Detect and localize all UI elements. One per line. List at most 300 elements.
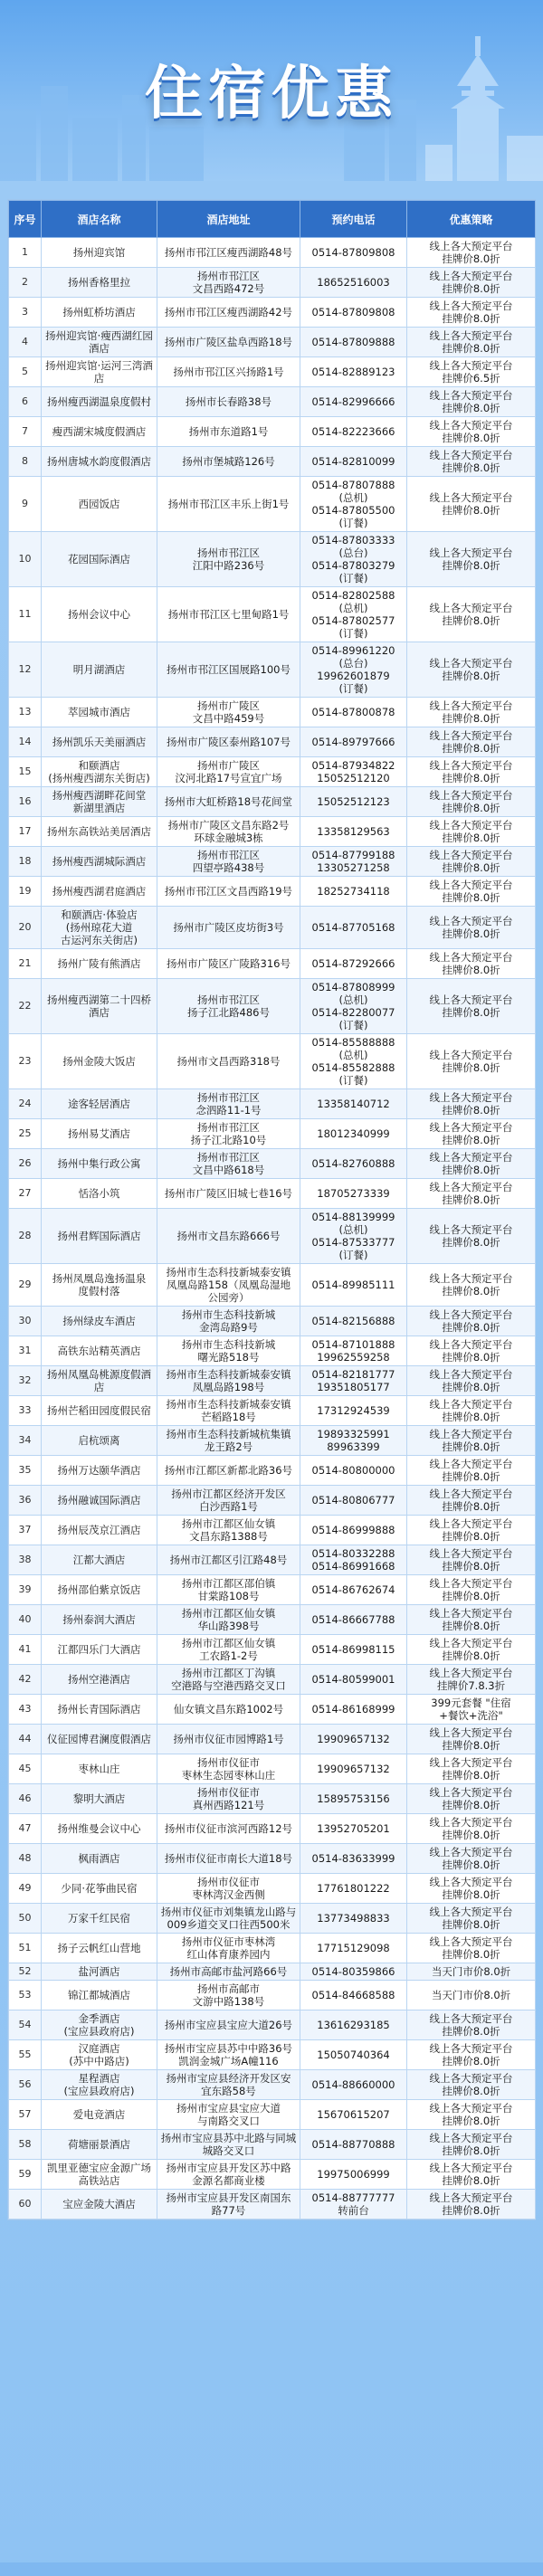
discount-policy: 线上各大预定平台 挂牌价8.0折 xyxy=(407,2100,536,2130)
booking-phone: 0514-86667788 xyxy=(300,1605,407,1635)
discount-policy: 线上各大预定平台 挂牌价8.0折 xyxy=(407,1725,536,1754)
discount-policy: 线上各大预定平台 挂牌价8.0折 xyxy=(407,477,536,532)
booking-phone: 17312924539 xyxy=(300,1396,407,1426)
table-row xyxy=(9,1904,536,1934)
hotel-address: 扬州市广陵区文昌东路2号 环球金融城3栋 xyxy=(157,817,300,847)
table-row xyxy=(9,1784,536,1814)
hotel-name: 江都四乐门大酒店 xyxy=(42,1635,157,1665)
table-row xyxy=(9,1844,536,1874)
discount-policy: 线上各大预定平台 挂牌价8.0折 xyxy=(407,817,536,847)
booking-phone: 0514-82996666 xyxy=(300,387,407,417)
hotel-name: 扬州香格里拉 xyxy=(42,268,157,298)
booking-phone: 0514-87809808 xyxy=(300,238,407,268)
table-row xyxy=(9,1366,536,1396)
hotel-name: 少同·花筝曲民宿 xyxy=(42,1874,157,1904)
table-row xyxy=(9,298,536,328)
discount-policy: 线上各大预定平台 挂牌价8.0折 xyxy=(407,1264,536,1307)
hotel-name: 凯里亚德宝应金源广场 高铁站店 xyxy=(42,2160,157,2190)
table-row xyxy=(9,1264,536,1307)
hotel-name: 宝应金陵大酒店 xyxy=(42,2190,157,2220)
table-row xyxy=(9,2010,536,2040)
table-row xyxy=(9,1426,536,1456)
discount-policy: 线上各大预定平台 挂牌价8.0折 xyxy=(407,1456,536,1486)
row-index: 20 xyxy=(9,907,42,949)
discount-policy: 线上各大预定平台 挂牌价8.0折 xyxy=(407,1209,536,1264)
hotel-name: 扬州凤凰岛桃源度假酒店 xyxy=(42,1366,157,1396)
hotel-address: 扬州市生态科技新城泰安镇 芒稻路18号 xyxy=(157,1396,300,1426)
hotel-address: 扬州市生态科技新城 曙光路518号 xyxy=(157,1336,300,1366)
table-row xyxy=(9,1934,536,1963)
row-index: 13 xyxy=(9,698,42,727)
discount-policy: 线上各大预定平台 挂牌价8.0折 xyxy=(407,979,536,1034)
discount-policy: 线上各大预定平台 挂牌价8.0折 xyxy=(407,1516,536,1545)
booking-phone: 0514-87934822 15052512120 xyxy=(300,757,407,787)
row-index: 16 xyxy=(9,787,42,817)
booking-phone: 0514-82156888 xyxy=(300,1307,407,1336)
footer-band xyxy=(0,2562,543,2576)
discount-policy: 线上各大预定平台 挂牌价8.0折 xyxy=(407,1784,536,1814)
hotel-name: 万家千红民宿 xyxy=(42,1904,157,1934)
table-row xyxy=(9,979,536,1034)
table-row xyxy=(9,1814,536,1844)
discount-policy: 线上各大预定平台 挂牌价6.5折 xyxy=(407,357,536,387)
row-index: 14 xyxy=(9,727,42,757)
row-index: 4 xyxy=(9,328,42,357)
hotel-address: 扬州市广陵区旧城七巷16号 xyxy=(157,1179,300,1209)
discount-policy: 线上各大预定平台 挂牌价8.0折 xyxy=(407,698,536,727)
hotel-name: 恬洛小筑 xyxy=(42,1179,157,1209)
column-header-phone: 预约电话 xyxy=(300,201,407,238)
discount-policy: 399元套餐 "住宿 +餐饮+洗浴" xyxy=(407,1695,536,1725)
hotel-name: 扬州君辉国际酒店 xyxy=(42,1209,157,1264)
hotel-name: 明月湖酒店 xyxy=(42,642,157,698)
column-header-policy: 优惠策略 xyxy=(407,201,536,238)
discount-policy: 线上各大预定平台 挂牌价8.0折 xyxy=(407,238,536,268)
hotel-address: 扬州市广陵区 文昌中路459号 xyxy=(157,698,300,727)
booking-phone: 13358140712 xyxy=(300,1089,407,1119)
discount-policy: 线上各大预定平台 挂牌价8.0折 xyxy=(407,847,536,877)
hotel-address: 扬州市大虹桥路18号花间堂 xyxy=(157,787,300,817)
table-row xyxy=(9,2160,536,2190)
booking-phone: 0514-87800878 xyxy=(300,698,407,727)
hotel-name: 高铁东站精英酒店 xyxy=(42,1336,157,1366)
row-index: 22 xyxy=(9,979,42,1034)
row-index: 29 xyxy=(9,1264,42,1307)
row-index: 53 xyxy=(9,1981,42,2010)
hotel-name: 扬州瘦西湖温泉度假村 xyxy=(42,387,157,417)
table-row xyxy=(9,698,536,727)
hotel-address: 扬州市江都区引江路48号 xyxy=(157,1545,300,1575)
hotel-name: 扬州会议中心 xyxy=(42,587,157,642)
table-row xyxy=(9,1665,536,1695)
hotel-address: 扬州市邗江区国展路100号 xyxy=(157,642,300,698)
table-row xyxy=(9,1456,536,1486)
discount-policy: 线上各大预定平台 挂牌价8.0折 xyxy=(407,1814,536,1844)
hotel-address: 扬州市宝应县苏中中路36号 凯润金城广场A幢116 xyxy=(157,2040,300,2070)
row-index: 57 xyxy=(9,2100,42,2130)
hotel-name: 星程酒店 (宝应县政府店) xyxy=(42,2070,157,2100)
hotel-name: 扬州邵伯紫京饭店 xyxy=(42,1575,157,1605)
discount-policy: 线上各大预定平台 挂牌价8.0折 xyxy=(407,642,536,698)
hotel-address: 扬州市广陵区盐阜西路18号 xyxy=(157,328,300,357)
discount-policy: 线上各大预定平台 挂牌价8.0折 xyxy=(407,328,536,357)
hotel-address: 扬州市仪征市 枣林生态园枣林山庄 xyxy=(157,1754,300,1784)
booking-phone: 0514-80332288 0514-86991668 xyxy=(300,1545,407,1575)
hotel-address: 扬州市仪征市 真州西路121号 xyxy=(157,1784,300,1814)
hotel-name: 扬州长青国际酒店 xyxy=(42,1695,157,1725)
row-index: 8 xyxy=(9,447,42,477)
booking-phone: 17761801222 xyxy=(300,1874,407,1904)
row-index: 39 xyxy=(9,1575,42,1605)
hotel-name: 盐河酒店 xyxy=(42,1963,157,1981)
table-row xyxy=(9,1874,536,1904)
table-row xyxy=(9,787,536,817)
hotel-name: 扬州中集行政公寓 xyxy=(42,1149,157,1179)
hotel-address: 扬州市邗江区文昌西路19号 xyxy=(157,877,300,907)
row-index: 9 xyxy=(9,477,42,532)
hotel-address: 扬州市生态科技新城泰安镇 凤凰岛路158（凤凰岛湿地 公园旁） xyxy=(157,1264,300,1307)
hotel-name: 扬州东高铁站美居酒店 xyxy=(42,817,157,847)
hotel-address: 扬州市高邮市盐河路66号 xyxy=(157,1963,300,1981)
booking-phone: 13773498833 xyxy=(300,1904,407,1934)
hotel-name: 锦江都城酒店 xyxy=(42,1981,157,2010)
column-header-address: 酒店地址 xyxy=(157,201,300,238)
hotel-address: 扬州市生态科技新城泰安镇 凤凰岛路198号 xyxy=(157,1366,300,1396)
hotel-name: 金季酒店 (宝应县政府店) xyxy=(42,2010,157,2040)
hotel-address: 扬州市宝应县开发区苏中路 金源名都商业楼 xyxy=(157,2160,300,2190)
discount-policy: 线上各大预定平台 挂牌价8.0折 xyxy=(407,757,536,787)
hotel-name: 扬州迎宾馆·瘦西湖红园 酒店 xyxy=(42,328,157,357)
hotel-name: 扬州空港酒店 xyxy=(42,1665,157,1695)
discount-policy: 线上各大预定平台 挂牌价8.0折 xyxy=(407,2040,536,2070)
table-row xyxy=(9,357,536,387)
hotel-name: 枫雨酒店 xyxy=(42,1844,157,1874)
hotel-address: 扬州市仪征市园博路1号 xyxy=(157,1725,300,1754)
discount-policy: 线上各大预定平台 挂牌价8.0折 xyxy=(407,268,536,298)
table-row xyxy=(9,1034,536,1089)
hotel-address: 扬州市仪征市南长大道18号 xyxy=(157,1844,300,1874)
booking-phone: 0514-80599001 xyxy=(300,1665,407,1695)
table-row xyxy=(9,1695,536,1725)
hotel-name: 途客轻居酒店 xyxy=(42,1089,157,1119)
hotel-name: 花园国际酒店 xyxy=(42,532,157,587)
row-index: 26 xyxy=(9,1149,42,1179)
booking-phone: 0514-86998115 xyxy=(300,1635,407,1665)
hotel-name: 扬州瘦西湖城际酒店 xyxy=(42,847,157,877)
booking-phone: 13952705201 xyxy=(300,1814,407,1844)
table-row xyxy=(9,1575,536,1605)
booking-phone: 0514-80800000 xyxy=(300,1456,407,1486)
hotel-name: 扬州瘦西湖君庭酒店 xyxy=(42,877,157,907)
row-index: 44 xyxy=(9,1725,42,1754)
booking-phone: 0514-89797666 xyxy=(300,727,407,757)
table-header-row xyxy=(9,201,536,238)
hotel-address: 扬州市邗江区 四望亭路438号 xyxy=(157,847,300,877)
hotel-address: 扬州市东道路1号 xyxy=(157,417,300,447)
table-row xyxy=(9,1209,536,1264)
table-row xyxy=(9,587,536,642)
hotel-address: 扬州市文昌东路666号 xyxy=(157,1209,300,1264)
row-index: 10 xyxy=(9,532,42,587)
hotel-address: 扬州市邗江区 江阳中路236号 xyxy=(157,532,300,587)
hotel-name: 扬州迎宾馆 xyxy=(42,238,157,268)
row-index: 60 xyxy=(9,2190,42,2220)
hotel-name: 荷塘丽景酒店 xyxy=(42,2130,157,2160)
table-row xyxy=(9,1486,536,1516)
hotel-name: 扬州凯乐天美丽酒店 xyxy=(42,727,157,757)
discount-policy: 线上各大预定平台 挂牌价8.0折 xyxy=(407,877,536,907)
booking-phone: 15895753156 xyxy=(300,1784,407,1814)
hotel-name: 江都大酒店 xyxy=(42,1545,157,1575)
booking-phone: 15052512123 xyxy=(300,787,407,817)
hotel-name: 和颐酒店·体验店 (扬州琼花大道 古运河东关街店) xyxy=(42,907,157,949)
row-index: 59 xyxy=(9,2160,42,2190)
booking-phone: 0514-80806777 xyxy=(300,1486,407,1516)
hotel-name: 瘦西湖宋城度假酒店 xyxy=(42,417,157,447)
hotel-name: 扬州辰茂京江酒店 xyxy=(42,1516,157,1545)
hotel-name: 扬子云帆红山营地 xyxy=(42,1934,157,1963)
table-row xyxy=(9,757,536,787)
booking-phone: 0514-86762674 xyxy=(300,1575,407,1605)
booking-phone: 18012340999 xyxy=(300,1119,407,1149)
table-row xyxy=(9,2100,536,2130)
booking-phone: 0514-89985111 xyxy=(300,1264,407,1307)
discount-policy: 线上各大预定平台 挂牌价8.0折 xyxy=(407,298,536,328)
hotel-address: 扬州市宝应县苏中北路与同城 城路交叉口 xyxy=(157,2130,300,2160)
booking-phone: 0514-82889123 xyxy=(300,357,407,387)
hotel-name: 和颐酒店 (扬州瘦西湖东关街店) xyxy=(42,757,157,787)
booking-phone: 19909657132 xyxy=(300,1725,407,1754)
row-index: 25 xyxy=(9,1119,42,1149)
table-row xyxy=(9,877,536,907)
booking-phone: 19909657132 xyxy=(300,1754,407,1784)
booking-phone: 0514-87807888 (总机) 0514-87805500 (订餐) xyxy=(300,477,407,532)
row-index: 11 xyxy=(9,587,42,642)
row-index: 24 xyxy=(9,1089,42,1119)
discount-policy: 线上各大预定平台 挂牌价8.0折 xyxy=(407,417,536,447)
row-index: 32 xyxy=(9,1366,42,1396)
hotel-address: 扬州市生态科技新城杭集镇 龙王路2号 xyxy=(157,1426,300,1456)
row-index: 12 xyxy=(9,642,42,698)
hotel-name: 扬州广陵有熊酒店 xyxy=(42,949,157,979)
booking-phone: 13616293185 xyxy=(300,2010,407,2040)
booking-phone: 0514-87803333 (总台) 0514-87803279 (订餐) xyxy=(300,532,407,587)
hotel-name: 西园饭店 xyxy=(42,477,157,532)
table-row xyxy=(9,817,536,847)
discount-policy: 线上各大预定平台 挂牌价8.0折 xyxy=(407,2130,536,2160)
booking-phone: 18252734118 xyxy=(300,877,407,907)
row-index: 40 xyxy=(9,1605,42,1635)
table-row xyxy=(9,268,536,298)
table-row xyxy=(9,417,536,447)
discount-policy: 线上各大预定平台 挂牌价8.0折 xyxy=(407,1635,536,1665)
booking-phone: 19975006999 xyxy=(300,2160,407,2190)
row-index: 58 xyxy=(9,2130,42,2160)
row-index: 23 xyxy=(9,1034,42,1089)
table-row xyxy=(9,1605,536,1635)
row-index: 15 xyxy=(9,757,42,787)
discount-policy: 线上各大预定平台 挂牌价8.0折 xyxy=(407,1874,536,1904)
hotel-name: 扬州凤凰岛逸扬温泉 度假村落 xyxy=(42,1264,157,1307)
discount-policy: 线上各大预定平台 挂牌价8.0折 xyxy=(407,1307,536,1336)
table-row xyxy=(9,847,536,877)
row-index: 43 xyxy=(9,1695,42,1725)
discount-policy: 线上各大预定平台 挂牌价8.0折 xyxy=(407,2070,536,2100)
table-row xyxy=(9,1307,536,1336)
row-index: 18 xyxy=(9,847,42,877)
discount-policy: 线上各大预定平台 挂牌价8.0折 xyxy=(407,1149,536,1179)
discount-policy: 线上各大预定平台 挂牌价8.0折 xyxy=(407,949,536,979)
hotel-address: 扬州市宝应县宝应大道 与南路交叉口 xyxy=(157,2100,300,2130)
hotel-name: 枣林山庄 xyxy=(42,1754,157,1784)
booking-phone: 0514-88660000 xyxy=(300,2070,407,2100)
hotel-name: 扬州金陵大饭店 xyxy=(42,1034,157,1089)
hotel-address: 扬州市江都区丁沟镇 空港路与空港西路交叉口 xyxy=(157,1665,300,1695)
booking-phone: 0514-86168999 xyxy=(300,1695,407,1725)
booking-phone: 0514-82760888 xyxy=(300,1149,407,1179)
booking-phone: 19893325991 89963399 xyxy=(300,1426,407,1456)
hotel-address: 扬州市广陵区皮坊街3号 xyxy=(157,907,300,949)
row-index: 55 xyxy=(9,2040,42,2070)
hotel-address: 扬州市文昌西路318号 xyxy=(157,1034,300,1089)
table-row xyxy=(9,328,536,357)
booking-phone: 0514-82181777 19351805177 xyxy=(300,1366,407,1396)
row-index: 28 xyxy=(9,1209,42,1264)
discount-policy: 线上各大预定平台 挂牌价8.0折 xyxy=(407,1486,536,1516)
hotel-address: 扬州市高邮市 文游中路138号 xyxy=(157,1981,300,2010)
hotel-address: 扬州市宝应县宝应大道26号 xyxy=(157,2010,300,2040)
booking-phone: 0514-87809808 xyxy=(300,298,407,328)
booking-phone: 18705273339 xyxy=(300,1179,407,1209)
table-row xyxy=(9,1981,536,2010)
hotel-name: 扬州绿皮车酒店 xyxy=(42,1307,157,1336)
hotel-name: 扬州易艾酒店 xyxy=(42,1119,157,1149)
discount-policy: 线上各大预定平台 挂牌价8.0折 xyxy=(407,1934,536,1963)
hotel-address: 扬州市邗江区丰乐上街1号 xyxy=(157,477,300,532)
row-index: 34 xyxy=(9,1426,42,1456)
row-index: 49 xyxy=(9,1874,42,1904)
row-index: 30 xyxy=(9,1307,42,1336)
hotel-address: 扬州市江都区仙女镇 华山路398号 xyxy=(157,1605,300,1635)
discount-policy: 线上各大预定平台 挂牌价8.0折 xyxy=(407,2010,536,2040)
booking-phone: 0514-88770888 xyxy=(300,2130,407,2160)
hotel-table xyxy=(8,200,536,2220)
row-index: 56 xyxy=(9,2070,42,2100)
row-index: 33 xyxy=(9,1396,42,1426)
hotel-address: 扬州市邗江区瘦西湖路48号 xyxy=(157,238,300,268)
hotel-address: 扬州市长春路38号 xyxy=(157,387,300,417)
table-row xyxy=(9,477,536,532)
table-row xyxy=(9,727,536,757)
booking-phone: 0514-88777777 转前台 xyxy=(300,2190,407,2220)
hotel-address: 扬州市邗江区 扬子江北路10号 xyxy=(157,1119,300,1149)
hotel-address: 扬州市邗江区兴扬路1号 xyxy=(157,357,300,387)
table-row xyxy=(9,1149,536,1179)
table-row xyxy=(9,1963,536,1981)
hotel-name: 扬州融诚国际酒店 xyxy=(42,1486,157,1516)
row-index: 37 xyxy=(9,1516,42,1545)
hotel-address: 仙女镇文昌东路1002号 xyxy=(157,1695,300,1725)
hotel-address: 扬州市仪征市 枣林湾汉金西侧 xyxy=(157,1874,300,1904)
table-row xyxy=(9,238,536,268)
hotel-address: 扬州市江都区仙女镇 工农路1-2号 xyxy=(157,1635,300,1665)
table-row xyxy=(9,1336,536,1366)
hotel-name: 汉庭酒店 (苏中中路店) xyxy=(42,2040,157,2070)
table-row xyxy=(9,387,536,417)
hotel-address: 扬州市邗江区 文昌西路472号 xyxy=(157,268,300,298)
discount-policy: 线上各大预定平台 挂牌价8.0折 xyxy=(407,1904,536,1934)
column-header-name: 酒店名称 xyxy=(42,201,157,238)
row-index: 21 xyxy=(9,949,42,979)
hotel-address: 扬州市邗江区 文昌中路618号 xyxy=(157,1149,300,1179)
hotel-name: 扬州泰润大酒店 xyxy=(42,1605,157,1635)
page-title: 住宿优惠 xyxy=(145,61,398,128)
discount-policy: 线上各大预定平台 挂牌价8.0折 xyxy=(407,1366,536,1396)
hotel-name: 仪征园博君澜度假酒店 xyxy=(42,1725,157,1754)
hotel-name: 扬州万达颐华酒店 xyxy=(42,1456,157,1486)
row-index: 52 xyxy=(9,1963,42,1981)
table-row xyxy=(9,1396,536,1426)
hotel-name: 扬州唐城水韵度假酒店 xyxy=(42,447,157,477)
booking-phone: 18652516003 xyxy=(300,268,407,298)
discount-policy: 线上各大预定平台 挂牌价8.0折 xyxy=(407,727,536,757)
discount-policy: 线上各大预定平台 挂牌价8.0折 xyxy=(407,2160,536,2190)
booking-phone: 0514-82802588 (总机) 0514-87802577 (订餐) xyxy=(300,587,407,642)
hotel-address: 扬州市生态科技新城 金湾岛路9号 xyxy=(157,1307,300,1336)
discount-policy: 线上各大预定平台 挂牌价8.0折 xyxy=(407,1605,536,1635)
discount-policy: 线上各大预定平台 挂牌价8.0折 xyxy=(407,587,536,642)
booking-phone: 0514-87809888 xyxy=(300,328,407,357)
table-row xyxy=(9,1179,536,1209)
row-index: 54 xyxy=(9,2010,42,2040)
hotel-name: 爱电竞酒店 xyxy=(42,2100,157,2130)
table-row xyxy=(9,642,536,698)
hotel-address: 扬州市宝应县开发区南国东 路77号 xyxy=(157,2190,300,2220)
booking-phone: 0514-80359866 xyxy=(300,1963,407,1981)
hotel-name: 萃园城市酒店 xyxy=(42,698,157,727)
discount-policy: 线上各大预定平台 挂牌价8.0折 xyxy=(407,787,536,817)
row-index: 51 xyxy=(9,1934,42,1963)
booking-phone: 0514-89961220 (总台) 19962601879 (订餐) xyxy=(300,642,407,698)
booking-phone: 0514-82810099 xyxy=(300,447,407,477)
hotel-address: 扬州市广陵区 汶河北路17号宣宜广场 xyxy=(157,757,300,787)
booking-phone: 17715129098 xyxy=(300,1934,407,1963)
discount-policy: 线上各大预定平台 挂牌价8.0折 xyxy=(407,907,536,949)
row-index: 1 xyxy=(9,238,42,268)
row-index: 45 xyxy=(9,1754,42,1784)
table-row xyxy=(9,949,536,979)
table-body xyxy=(9,238,536,2220)
hotel-address: 扬州市江都区新都北路36号 xyxy=(157,1456,300,1486)
hotel-address: 扬州市江都区仙女镇 文昌东路1388号 xyxy=(157,1516,300,1545)
row-index: 50 xyxy=(9,1904,42,1934)
table-row xyxy=(9,1089,536,1119)
hotel-address: 扬州市邗江区 念泗路11-1号 xyxy=(157,1089,300,1119)
booking-phone: 0514-87705168 xyxy=(300,907,407,949)
row-index: 5 xyxy=(9,357,42,387)
booking-phone: 0514-85588888 (总机) 0514-85582888 (订餐) xyxy=(300,1034,407,1089)
hotel-name: 扬州芒稻田园度假民宿 xyxy=(42,1396,157,1426)
booking-phone: 15670615207 xyxy=(300,2100,407,2130)
hotel-address: 扬州市邗江区瘦西湖路42号 xyxy=(157,298,300,328)
discount-policy: 线上各大预定平台 挂牌价8.0折 xyxy=(407,1545,536,1575)
row-index: 7 xyxy=(9,417,42,447)
column-header-index: 序号 xyxy=(9,201,42,238)
table-row xyxy=(9,447,536,477)
discount-policy: 线上各大预定平台 挂牌价8.0折 xyxy=(407,1119,536,1149)
table-row xyxy=(9,907,536,949)
booking-phone: 13358129563 xyxy=(300,817,407,847)
